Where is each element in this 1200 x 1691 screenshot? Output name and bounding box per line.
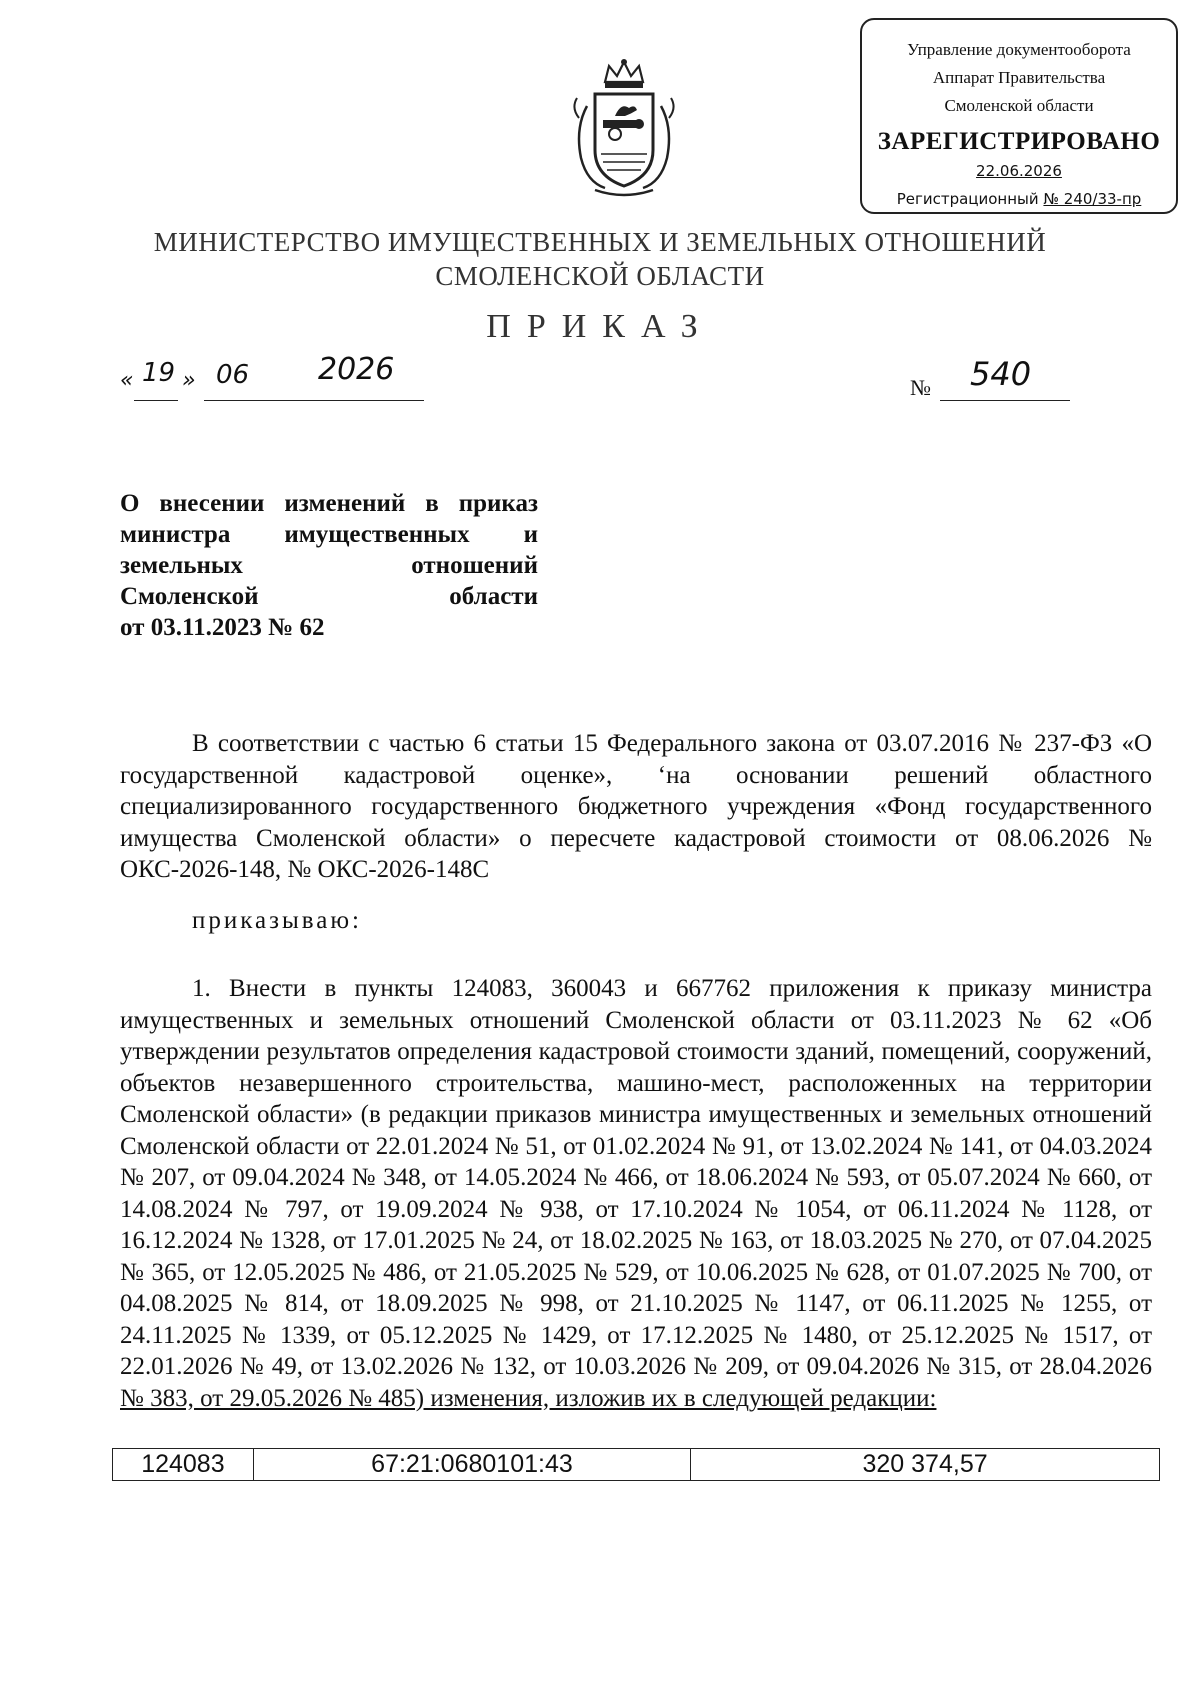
cell-item: 124083 <box>113 1449 254 1481</box>
clause-1-paragraph <box>120 973 1152 1414</box>
date-month: 06 <box>216 360 250 390</box>
subject-line-5: от 03.11.2023 № 62 <box>120 614 325 641</box>
clause-1-text: 1. Внести в пункты 124083, 360043 и 667762 приложения к приказу министра имущественных и земельных отношений Смоленской области от 03.11.2023 № 62 «Об утверждении результатов определения кадастровой стоимости зданий, помещений, сооружений, объектов незавершенного строительства, машино-мест, расположенных на территории Смоленской области» (в редакции приказов министра имущественных и земельных отношений Смоленской области от 22.01.2024 № 51, от 01.02.2024 № 91, от 13.02.2024 № 141, от 04.03.2024 № 207, от 09.04.2024 № 348, от 14.05.2024 № 466, от 18.06.2024 № 593, от 05.07.2024 № 660, от 14.08.2024 № 797, от 19.09.2024 № 938, от 17.10.2024 № 1054, от 06.11.2024 № 1128, от 16.12.2024 № 1328, от 17.01.2025 № 24, от 18.02.2025 № 163, от 18.03.2025 № 270, от 07.04.2025 № 365, от 12.05.2025 № 486, от 21.05.2025 № 529, от 10.06.2025 № 628, от 01.07.2025 № 700, от 04.08.2025 № 814, от 18.09.2025 № 998, от 21.10.2025 № 1147, от 06.11.2025 № 1255, от 24.11.2025 № 1339, от 05.12.2025 № 1429, от 17.12.2025 № 1480, от 25.12.2025 № 1517, от 22.01.2026 № 49, от 13.02.2026 № 132, от 10.03.2026 № 209, от 09.04.2026 № 315, от 28.04.2026 <box>120 975 1152 1380</box>
subject-line-4: Смоленской области <box>120 583 538 610</box>
stamp-region: Смоленской области <box>944 96 1094 115</box>
document-type: ПРИКАЗ <box>486 308 714 345</box>
stamp-reg-label: Регистрационный <box>896 190 1039 208</box>
ministry-name-line1: МИНИСТЕРСТВО ИМУЩЕСТВЕННЫХ И ЗЕМЕЛЬНЫХ ОТНОШЕНИЙ <box>153 227 1047 257</box>
date-open-quote: « <box>120 368 134 393</box>
date-year: 2026 <box>318 352 395 387</box>
stamp-status: ЗАРЕГИСТРИРОВАНО <box>877 128 1161 155</box>
registration-stamp <box>860 18 1178 214</box>
cell-cadastral-number: 67:21:0680101:43 <box>253 1449 690 1481</box>
stamp-apparatus: Аппарат Правительства <box>932 68 1106 87</box>
cadastral-table-body <box>113 1449 1160 1481</box>
table-row <box>113 1449 1160 1481</box>
ministry-name <box>120 225 1080 293</box>
order-date <box>120 352 430 408</box>
clause-1-last-line: № 383, от 29.05.2026 № 485) изменения, изложив их в следующей редакции: <box>120 1384 937 1412</box>
order-number-underline <box>940 400 1070 401</box>
order-word: приказываю: <box>192 907 362 934</box>
stamp-reg-value: № 240/33-пр <box>1043 190 1142 208</box>
subject-line-3: земельных отношений <box>120 552 538 579</box>
date-month-underline <box>204 400 424 401</box>
coat-of-arms-icon <box>565 58 683 200</box>
stamp-reg-number <box>862 184 1176 214</box>
order-subject <box>120 488 538 643</box>
cell-value: 320 374,57 <box>691 1449 1160 1481</box>
order-number-value: 540 <box>970 355 1032 393</box>
preamble-paragraph: В соответствии с частью 6 статьи 15 Федерального закона от 03.07.2016 № 237-ФЗ «О государственной кадастровой оценке», ‘на основании решений областного специализированного государственного бюджетного учреждения «Фонд государственного имущества Смоленской области» о пересчете кадастровой стоимости от 08.06.2026 № ОКС-2026-148, № ОКС-2026-148С <box>120 730 1152 883</box>
date-day: 19 <box>142 358 176 388</box>
subject-line-1: О внесении изменений в приказ <box>120 490 538 517</box>
order-number-label: № <box>910 375 931 400</box>
date-day-underline <box>134 400 178 401</box>
stamp-dept: Управление документооборота <box>907 40 1131 59</box>
cadastral-table <box>112 1448 1160 1481</box>
ministry-name-line2: СМОЛЕНСКОЙ ОБЛАСТИ <box>435 261 765 291</box>
date-close-quote: » <box>182 368 196 393</box>
subject-line-2: министра имущественных и <box>120 521 538 548</box>
stamp-date: 22.06.2026 <box>976 162 1062 180</box>
